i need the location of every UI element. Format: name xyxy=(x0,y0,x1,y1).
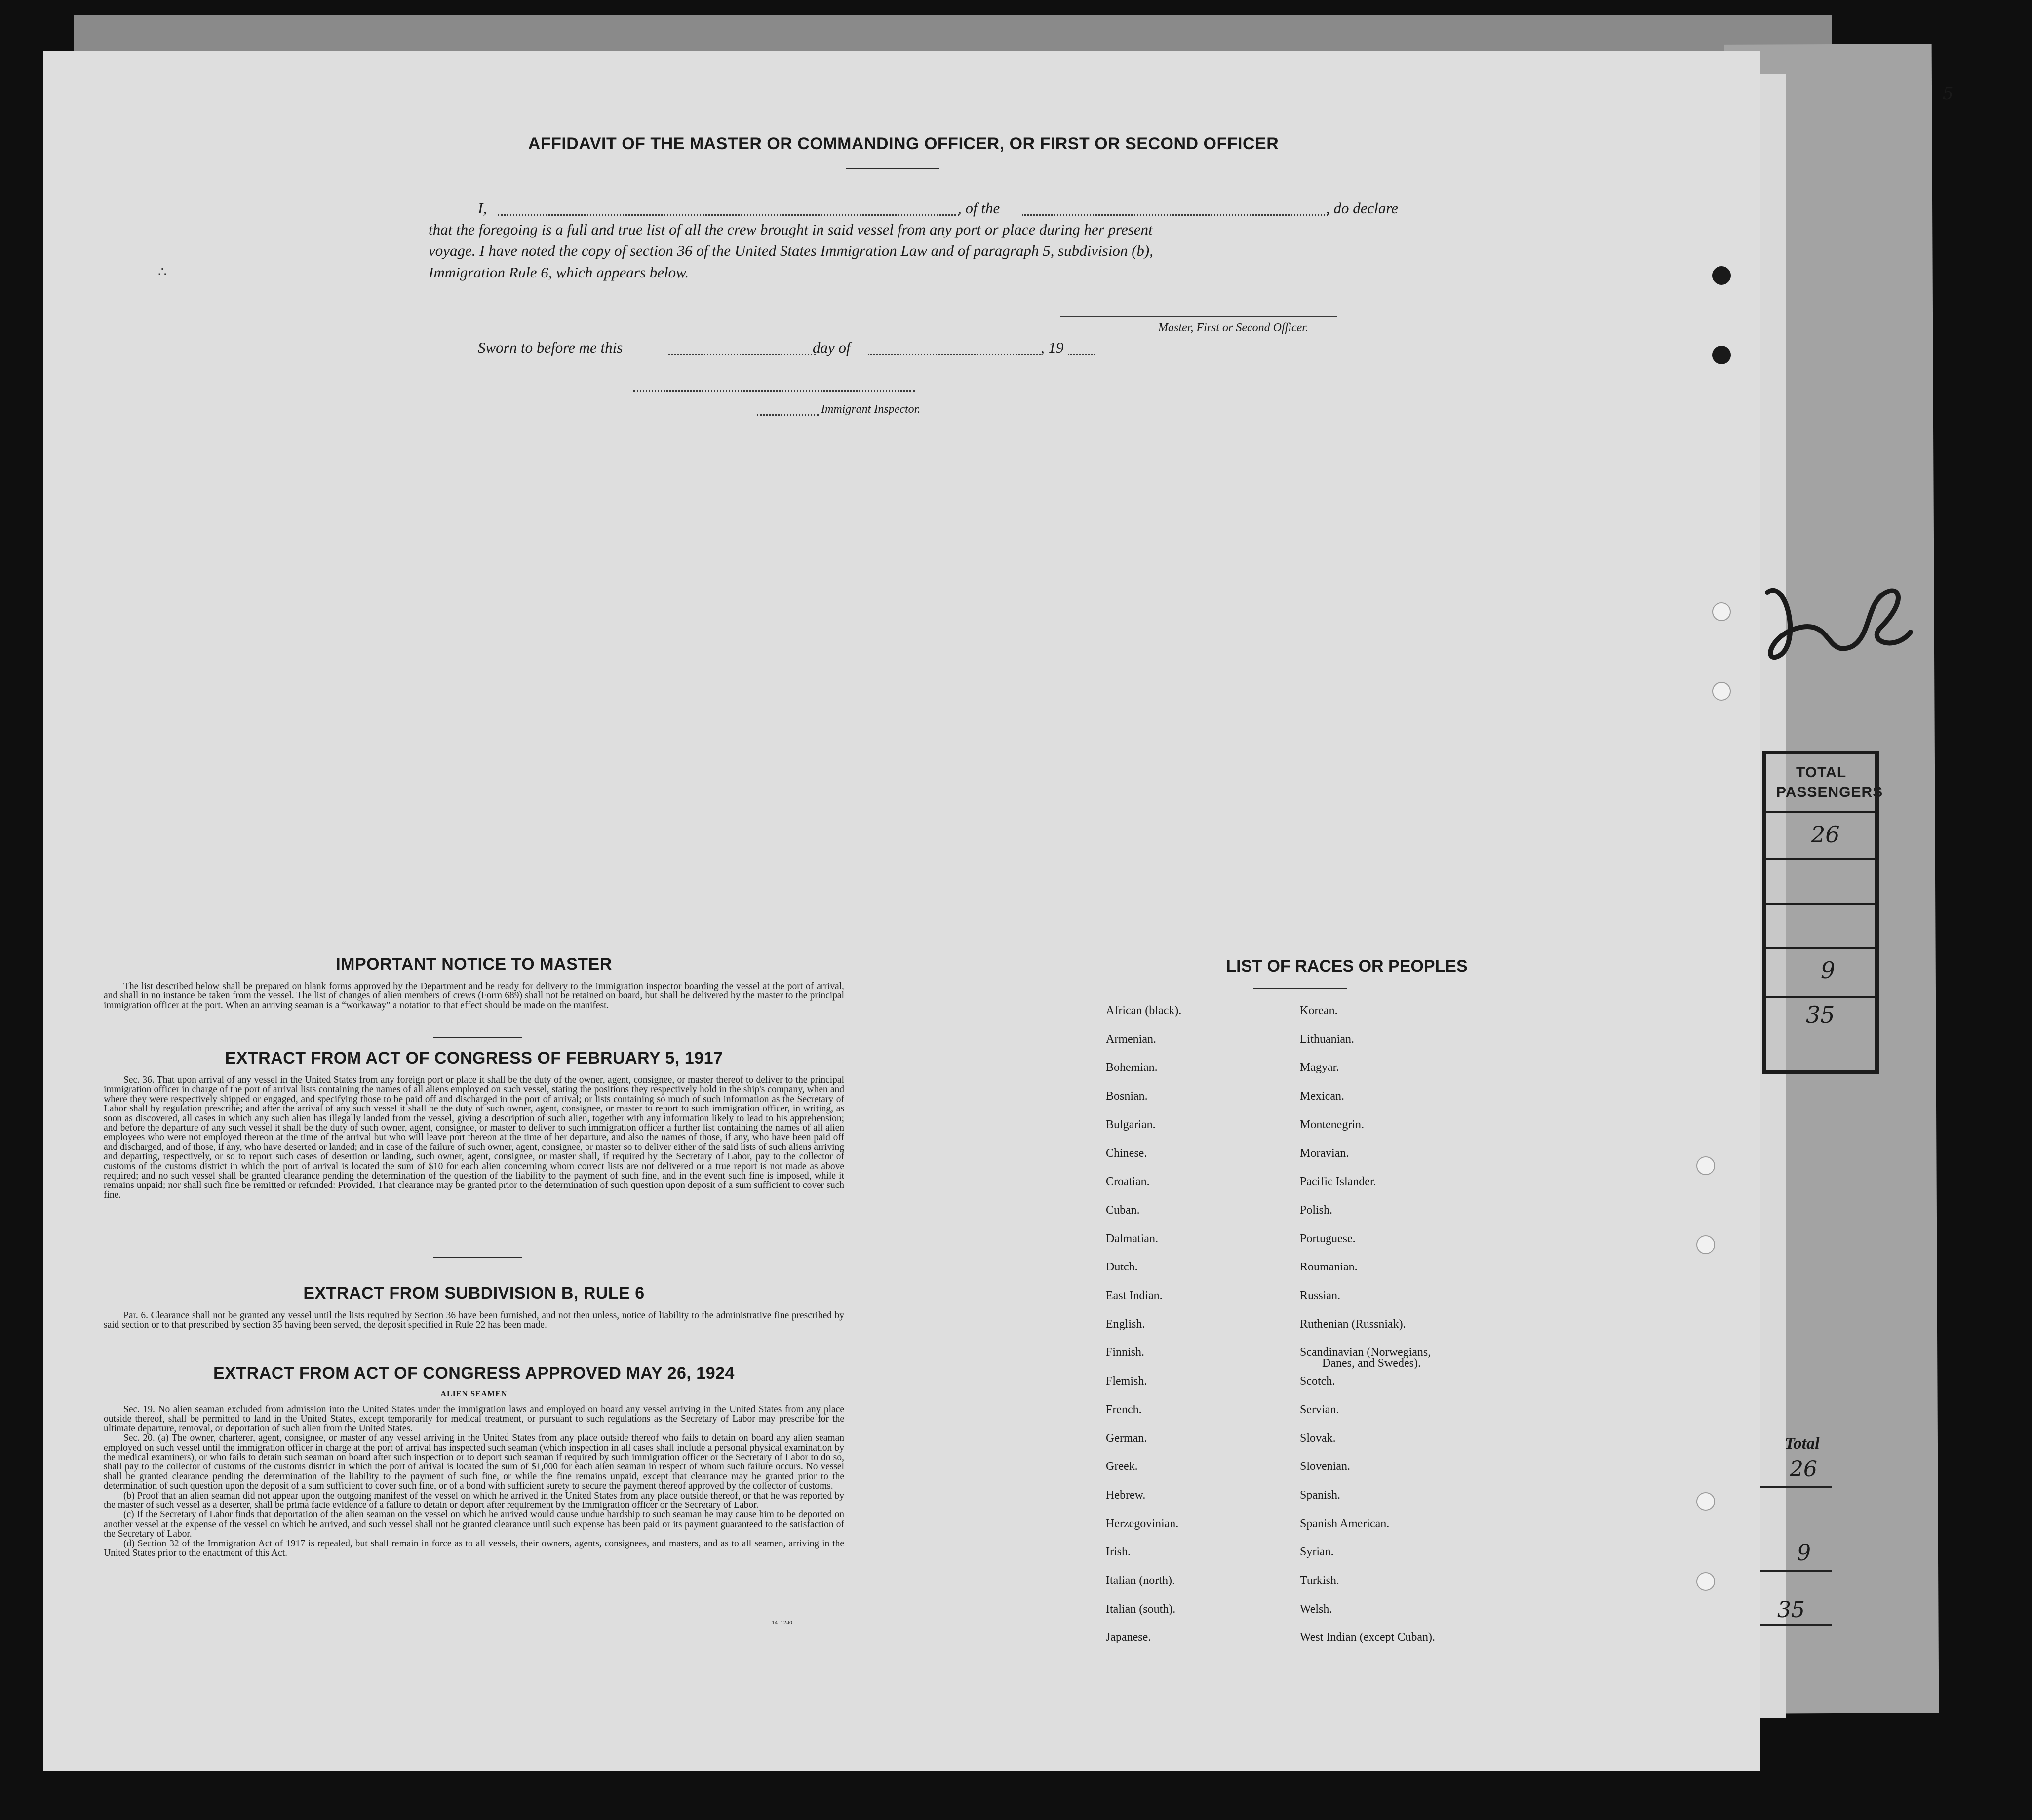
extract-1924-title: EXTRACT FROM ACT OF CONGRESS APPROVED MAY 26, 1924 xyxy=(213,1364,735,1383)
extract-1917-paragraph: Sec. 36. That upon arrival of any vessel in the United States from any foreign port or place it shall be the duty of the owner, agent, consignee, or master thereof to deliver to the principal immigration officer in charge of the port of arrival lists containing the names of all aliens employed on such vessel, stating the positions they respectively hold in the ship's company, when and where they were respectively shipped or engaged, and specifying those to be paid off and discharged in the port of arrival; or lists containing so much of such information as the Secretary of Labor shall by regulation prescribe; and after the arrival of any such vessel it shall be the duty of such owner, agent, consignee, or master to report to such immigration officer, in writing, as soon as discovered, all cases in which any such alien has illegally landed from the vessel, giving a description of such alien, together with any information likely to lead to his apprehension; and before the departure of any such vessel it shall be the duty of such owner, agent, consignee, or master to deliver to such immigration officer a further list containing the names of all alien employees who were not employed thereon at the time of the arrival but who will leave port thereon at the time of her departure, and also the names of those, if any, who have been paid off and discharged, and of those, if any, who have deserted or landed; and in case of the failure of such owner, agent, consignee, or master so to deliver either of the said lists of such aliens arriving and departing, respectively, or so to report such cases of desertion or landing, such owner, agent, consignee, or master shall, if required by the Secretary of Labor, pay to the collector of customs of the customs district in which the port of arrival is located the sum of $10 for each alien concerning whom correct lists are not delivered or a true report is not made as above required; and no such vessel shall be granted clearance pending the determination of the question of the liability to the payment of such fine, and in the event such fine is imposed, while it remains unpaid; nor shall such fine be remitted or refunded: Provided, That clearance may be granted prior to the determination of such question upon deposit of a sum sufficient to cover such fine. xyxy=(104,1075,844,1200)
race-item: Spanish. xyxy=(1300,1488,1341,1502)
punch-hole xyxy=(1696,1235,1715,1254)
race-item: West Indian (except Cuban). xyxy=(1300,1631,1435,1644)
inspector-signature-lead xyxy=(757,414,819,416)
punch-hole xyxy=(1712,346,1731,364)
race-item: Scotch. xyxy=(1300,1375,1335,1388)
affidavit-line-3: voyage. I have noted the copy of section 36 of the United States Immigration Law and of paragraph 5, subdivision (b), xyxy=(429,242,1153,259)
punch-hole xyxy=(1696,1156,1715,1175)
stamp-rule xyxy=(1766,947,1875,949)
handwritten-scrawl xyxy=(1758,573,1915,667)
sworn-year: , 19 xyxy=(1041,339,1064,356)
alien-seamen-heading: ALIEN SEAMEN xyxy=(440,1390,508,1398)
extract-rule6-text xyxy=(104,1311,844,1330)
races-title: LIST OF RACES OR PEOPLES xyxy=(1226,957,1468,976)
vessel-field[interactable] xyxy=(1022,214,1328,216)
stamp-value: 26 xyxy=(1811,821,1840,848)
race-item: Finnish. xyxy=(1106,1346,1145,1359)
extract-1924-paragraph: (d) Section 32 of the Immigration Act of 1917 is repealed, but shall remain in force as to all vessels, their owners, agents, consignees, and masters, and as to all seamen, arriving in the United States prior to the enactment of this Act. xyxy=(104,1538,844,1559)
title-underline xyxy=(846,168,939,169)
total-label: Total xyxy=(1785,1434,1820,1453)
race-item: Pacific Islander. xyxy=(1300,1175,1376,1188)
stamp-rule xyxy=(1766,858,1875,860)
race-item: Bulgarian. xyxy=(1106,1118,1156,1131)
race-item: Ruthenian (Russniak). xyxy=(1300,1317,1406,1331)
race-item: Slovak. xyxy=(1300,1431,1336,1445)
extract-1917-title: EXTRACT FROM ACT OF CONGRESS OF FEBRUARY 5, 1917 xyxy=(225,1049,723,1068)
race-item: Russian. xyxy=(1300,1289,1341,1302)
race-item: Turkish. xyxy=(1300,1574,1339,1587)
race-item: Slovenian. xyxy=(1300,1460,1350,1473)
races-title-underline xyxy=(1253,988,1347,989)
extract-rule6-paragraph: Par. 6. Clearance shall not be granted any vessel until the lists required by Section 36 have been furnished, and not then unless, notice of liability to the administrative fine prescribed by said section or to that prescribed by section 35 having been served, the deposit specified in Rule 22 has been made. xyxy=(104,1310,844,1331)
race-item: Roumanian. xyxy=(1300,1261,1358,1274)
race-item: Bosnian. xyxy=(1106,1090,1148,1103)
race-item: Chinese. xyxy=(1106,1147,1147,1160)
sworn-day-of: day of xyxy=(813,339,851,356)
stamp-rule xyxy=(1766,903,1875,905)
important-notice-paragraph: The list described below shall be prepared on blank forms approved by the Department and be ready for delivery to the immigration inspector boarding the vessel at the port of arrival, and shall in no instance be taken from the vessel. The list of changes of alien members of crews (Form 689) shall not be retained on board, but shall be delivered by the master to the principal immigration officer at the port. When an arriving seaman is a “workaway” a notation to that effect should be made on the manifest. xyxy=(104,981,844,1011)
extract-1924-paragraph: Sec. 20. (a) The owner, charterer, agent, consignee, or master of any vessel arriving in the United States from any place outside thereof who fails to detain on board any alien seaman employed on such vessel until the immigration officer in charge at the port of arrival has inspected such seaman (which inspection in all cases shall include a personal physical examination by the medical examiners), or who fails to detain such seaman on board after such inspection or to deport such seaman if required by such immigration officer or the Secretary of Labor to do so, shall pay to the collector of customs of the customs district in which the port of arrival is located the sum of $1,000 for each alien seaman in respect of whom such failure occurs. No vessel shall be granted clearance pending the determination of the liability to the payment of such fine, or while the fine remains unpaid, except that clearance may be granted prior to the determination of such question upon the deposit of a sum sufficient to cover such fine, or of a bond with sufficient surety to secure the payment thereof approved by the collector of customs. xyxy=(104,1433,844,1492)
race-item: Dalmatian. xyxy=(1106,1232,1158,1245)
race-item: English. xyxy=(1106,1317,1145,1331)
total-value: 35 xyxy=(1777,1597,1805,1622)
punch-hole xyxy=(1696,1492,1715,1511)
race-item: Servian. xyxy=(1300,1403,1339,1416)
total-rule xyxy=(1758,1624,1832,1626)
stamp-rule xyxy=(1766,811,1875,813)
extract-1924-paragraph: Sec. 19. No alien seaman excluded from admission into the United States under the immigration laws and employed on board any vessel arriving in the United States from any place outside thereof, shall be permitted to land in the United States, except temporarily for medical treatment, or pursuant to such regulations as the Secretary of Labor may prescribe for the ultimate departure, removal, or deportation of such alien from the United States. xyxy=(104,1404,844,1434)
race-item: Herzegovinian. xyxy=(1106,1517,1179,1530)
race-item: Japanese. xyxy=(1106,1631,1151,1644)
race-item: Moravian. xyxy=(1300,1147,1349,1160)
affidavit-line-4: Immigration Rule 6, which appears below. xyxy=(429,264,689,281)
extract-1924-paragraph: (c) If the Secretary of Labor finds that deportation of the alien seaman on the vessel on which he arrived would cause undue hardship to such seaman he may cause him to be deported on another vessel at the expense of the vessel on which he arrived, and such vessel shall not be granted clearance until such expense has been paid or its payment guaranteed to the satisfaction of the Secretary of Labor. xyxy=(104,1509,844,1540)
race-item: Hebrew. xyxy=(1106,1488,1146,1502)
race-item: Korean. xyxy=(1300,1004,1338,1017)
sworn-year-field[interactable] xyxy=(1068,354,1095,355)
sworn-month-field[interactable] xyxy=(868,354,1041,355)
sworn-prefix: Sworn to before me this xyxy=(478,339,623,356)
race-item: Welsh. xyxy=(1300,1602,1332,1616)
stamp-passengers-label: PASSENGERS xyxy=(1776,784,1883,800)
race-item: Armenian. xyxy=(1106,1032,1156,1046)
important-notice-text xyxy=(104,982,844,1010)
race-item: Flemish. xyxy=(1106,1375,1147,1388)
stamp-value: 35 xyxy=(1806,1001,1835,1028)
total-rule xyxy=(1758,1486,1832,1488)
race-item: Syrian. xyxy=(1300,1545,1334,1559)
section-divider xyxy=(433,1257,522,1258)
form-page xyxy=(43,51,1760,1771)
important-notice-title: IMPORTANT NOTICE TO MASTER xyxy=(336,955,612,974)
race-item: Italian (south). xyxy=(1106,1602,1176,1616)
race-item: Dutch. xyxy=(1106,1261,1138,1274)
master-signature-field[interactable] xyxy=(1060,316,1337,317)
race-item: Polish. xyxy=(1300,1203,1333,1217)
race-item: Lithuanian. xyxy=(1300,1032,1354,1046)
extract-1924-text xyxy=(104,1405,844,1558)
form-code: 14–1240 xyxy=(772,1619,792,1626)
race-item: Greek. xyxy=(1106,1460,1138,1473)
race-item: Bohemian. xyxy=(1106,1061,1158,1074)
race-item: Croatian. xyxy=(1106,1175,1150,1188)
total-value: 9 xyxy=(1797,1541,1811,1566)
total-rule xyxy=(1758,1570,1832,1572)
race-item: Magyar. xyxy=(1300,1061,1339,1074)
punch-hole xyxy=(1712,682,1731,701)
race-item: Cuban. xyxy=(1106,1203,1140,1217)
race-item: Scandinavian (Norwegians, xyxy=(1300,1346,1431,1359)
stamp-rule xyxy=(1766,996,1875,998)
inspector-label: Immigrant Inspector. xyxy=(821,403,921,416)
affidavit-line-2: that the foregoing is a full and true list of all the crew brought in said vessel from any port or place during her present xyxy=(429,221,1153,238)
extract-1917-text xyxy=(104,1075,844,1200)
race-item: Montenegrin. xyxy=(1300,1118,1364,1131)
extract-rule6-title: EXTRACT FROM SUBDIVISION B, RULE 6 xyxy=(303,1284,645,1303)
name-field[interactable] xyxy=(498,214,959,216)
ink-mark: ∴ xyxy=(158,265,167,280)
affidavit-title: AFFIDAVIT OF THE MASTER OR COMMANDING OFFICER, OR FIRST OR SECOND OFFICER xyxy=(528,134,1279,153)
section-divider xyxy=(433,1037,522,1038)
stamp-total-label: TOTAL xyxy=(1796,764,1847,781)
race-item: Italian (north). xyxy=(1106,1574,1175,1587)
race-item: German. xyxy=(1106,1431,1147,1445)
punch-hole xyxy=(1712,266,1731,285)
affidavit-do-declare: , do declare xyxy=(1326,199,1399,217)
stamp-value: 9 xyxy=(1821,957,1836,984)
race-item: African (black). xyxy=(1106,1004,1182,1017)
punch-hole xyxy=(1712,602,1731,621)
race-item: Danes, and Swedes). xyxy=(1322,1357,1421,1370)
sworn-date-field[interactable] xyxy=(668,354,816,355)
race-item: Spanish American. xyxy=(1300,1517,1390,1530)
passenger-total-stamp xyxy=(1762,751,1883,1074)
master-signature-label: Master, First or Second Officer. xyxy=(1158,321,1308,334)
total-value: 26 xyxy=(1790,1457,1817,1482)
race-item: Portuguese. xyxy=(1300,1232,1356,1245)
extract-1924-paragraph: (b) Proof that an alien seaman did not appear upon the outgoing manifest of the vessel on which he arrived in the United States from any place outside thereof, or that he was reported by the master of such vessel as a deserter, shall be prima facie evidence of a failure to detain or deport after requirement by the immigration officer or the Secretary of Labor. xyxy=(104,1490,844,1511)
affidavit-i: I, xyxy=(478,199,487,217)
race-item: Mexican. xyxy=(1300,1090,1344,1103)
race-item: French. xyxy=(1106,1403,1142,1416)
affidavit-of-the: , of the xyxy=(958,199,1000,217)
punch-hole xyxy=(1696,1572,1715,1591)
corner-page-number: 5 xyxy=(1943,84,1954,104)
race-item: Irish. xyxy=(1106,1545,1131,1559)
race-item: East Indian. xyxy=(1106,1289,1163,1302)
inspector-signature-field[interactable] xyxy=(633,390,915,392)
